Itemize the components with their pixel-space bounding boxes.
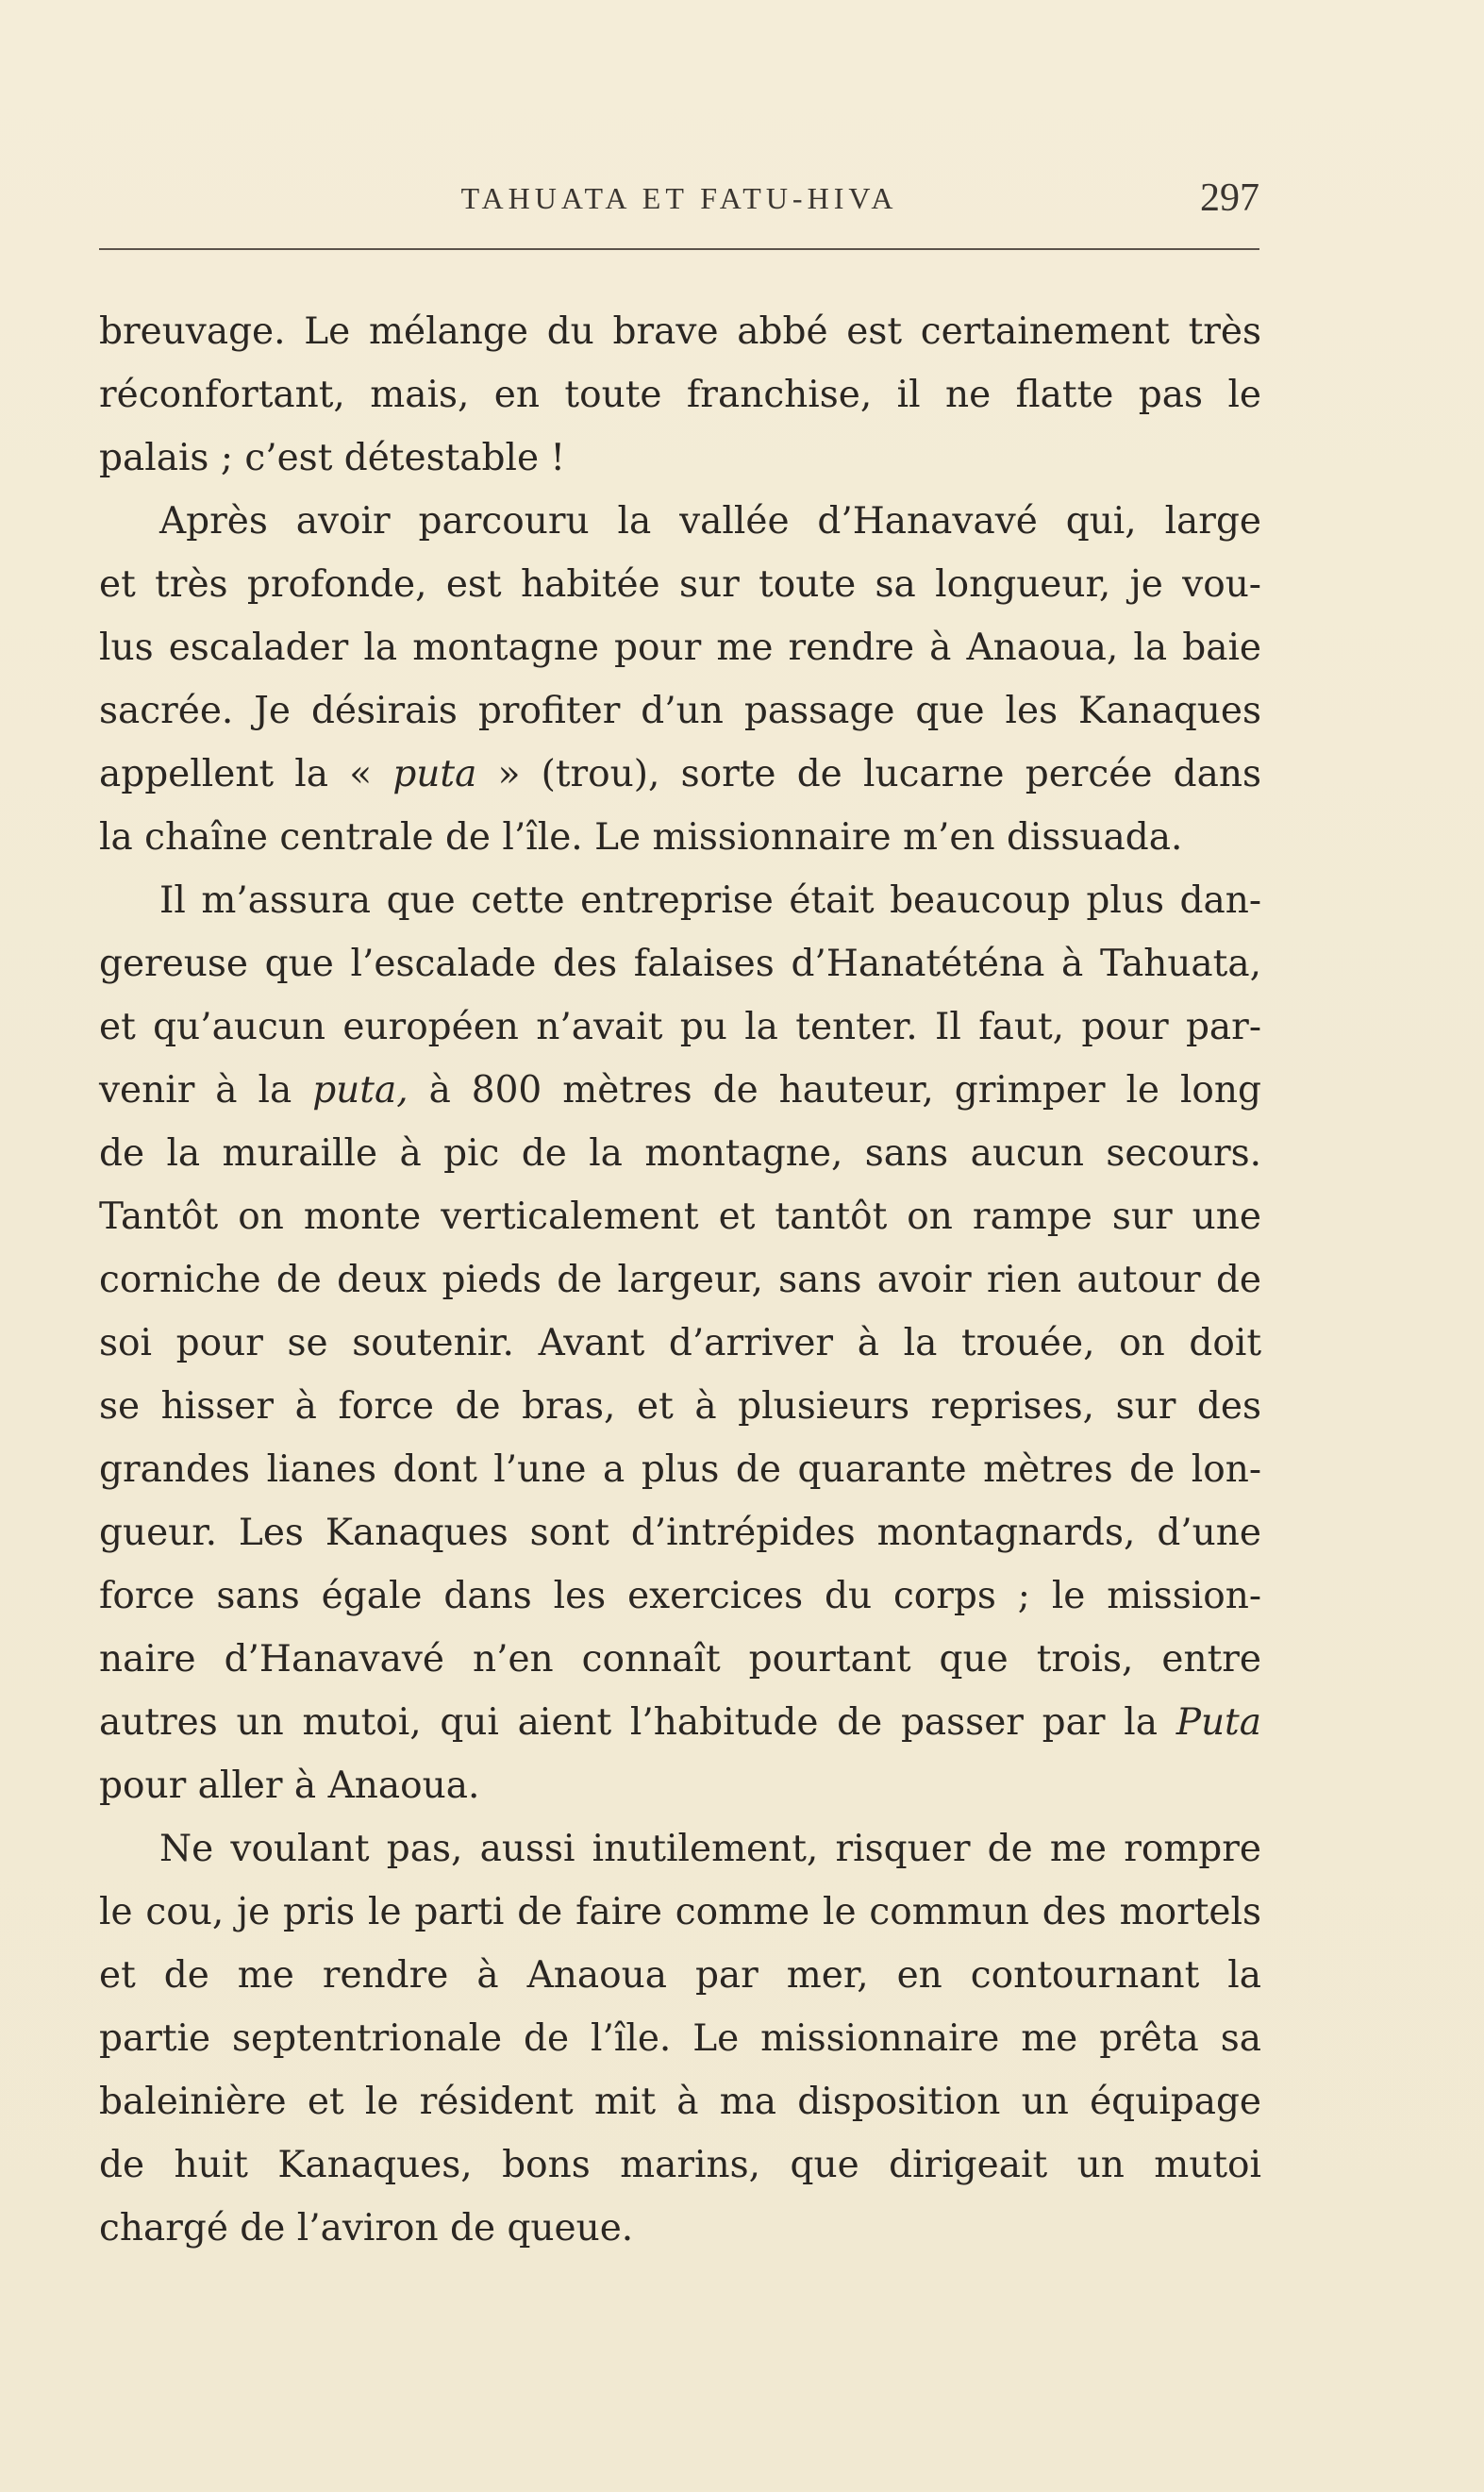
text-line: chargé de l’aviron de queue. <box>99 2207 634 2249</box>
text-line: Après avoir parcouru la vallée d’Hanavavé qui, large <box>159 500 1261 543</box>
text-line: se hisser à force de bras, et à plusieurs reprises, sur des <box>99 1385 1261 1428</box>
text-line: gereuse que l’escalade des falaises d’Hanatéténa à Tahuata, <box>99 943 1261 985</box>
text-line: la chaîne centrale de l’île. Le missionnaire m’en dissuada. <box>99 816 1183 859</box>
italic-term: puta, <box>312 1069 409 1112</box>
text-line: et très profonde, est habitée sur toute sa longueur, je vou- <box>99 563 1261 606</box>
text-line: partie septentrionale de l’île. Le missionnaire me prêta sa <box>99 2017 1261 2060</box>
text-line: Tantôt on monte verticalement et tantôt on rampe sur une <box>99 1196 1261 1238</box>
italic-term: puta <box>392 753 477 795</box>
line-segment: venir à la <box>99 1069 313 1112</box>
text-line <box>99 743 1261 806</box>
line-segment: appellent la « <box>99 753 393 795</box>
text-line: force sans égale dans les exercices du corps ; le mission- <box>99 1575 1261 1617</box>
body-text <box>99 300 1261 2260</box>
page-header <box>99 176 1259 228</box>
text-line: et de me rendre à Anaoua par mer, en contournant la <box>99 1954 1261 1997</box>
text-line <box>99 1691 1261 1754</box>
text-line: naire d’Hanavavé n’en connaît pourtant que trois, entre <box>99 1638 1261 1681</box>
line-segment: à 800 mètres de hauteur, grimper le long <box>408 1069 1261 1112</box>
text-line <box>99 1059 1261 1122</box>
text-line: et qu’aucun européen n’avait pu la tenter. Il faut, pour par- <box>99 1006 1261 1048</box>
text-line: lus escalader la montagne pour me rendre à Anaoua, la baie <box>99 627 1261 669</box>
text-line: le cou, je pris le parti de faire comme le commun des mortels <box>99 1891 1261 1933</box>
italic-term: Puta <box>1176 1701 1261 1744</box>
text-line: de la muraille à pic de la montagne, sans aucun secours. <box>99 1132 1261 1175</box>
text-line: Ne voulant pas, aussi inutilement, risquer de me rompre <box>159 1828 1261 1870</box>
text-line: de huit Kanaques, bons marins, que dirigeait un mutoi <box>99 2144 1261 2186</box>
text-line: Il m’assura que cette entreprise était beaucoup plus dan- <box>159 879 1261 922</box>
text-line: grandes lianes dont l’une a plus de quarante mètres de lon- <box>99 1448 1261 1491</box>
page-number: 297 <box>1200 176 1259 220</box>
text-line: baleinière et le résident mit à ma disposition un équipage <box>99 2081 1261 2123</box>
line-segment: » (trou), sorte de lucarne percée dans <box>476 753 1261 795</box>
text-line: sacrée. Je désirais profiter d’un passage que les Kanaques <box>99 690 1261 732</box>
text-line: breuvage. Le mélange du brave abbé est certainement très <box>99 310 1261 353</box>
line-segment: autres un mutoi, qui aient l’habitude de passer par la <box>99 1701 1176 1744</box>
text-line: pour aller à Anaoua. <box>99 1764 480 1807</box>
header-rule <box>99 248 1259 250</box>
text-line: réconfortant, mais, en toute franchise, il ne flatte pas le <box>99 374 1261 416</box>
text-line: gueur. Les Kanaques sont d’intrépides montagnards, d’une <box>99 1512 1261 1554</box>
text-line: corniche de deux pieds de largeur, sans avoir rien autour de <box>99 1259 1261 1301</box>
running-title: TAHUATA ET FATU-HIVA <box>460 181 898 215</box>
text-line: soi pour se soutenir. Avant d’arriver à la trouée, on doit <box>99 1322 1261 1364</box>
text-line: palais ; c’est détestable ! <box>99 437 566 479</box>
